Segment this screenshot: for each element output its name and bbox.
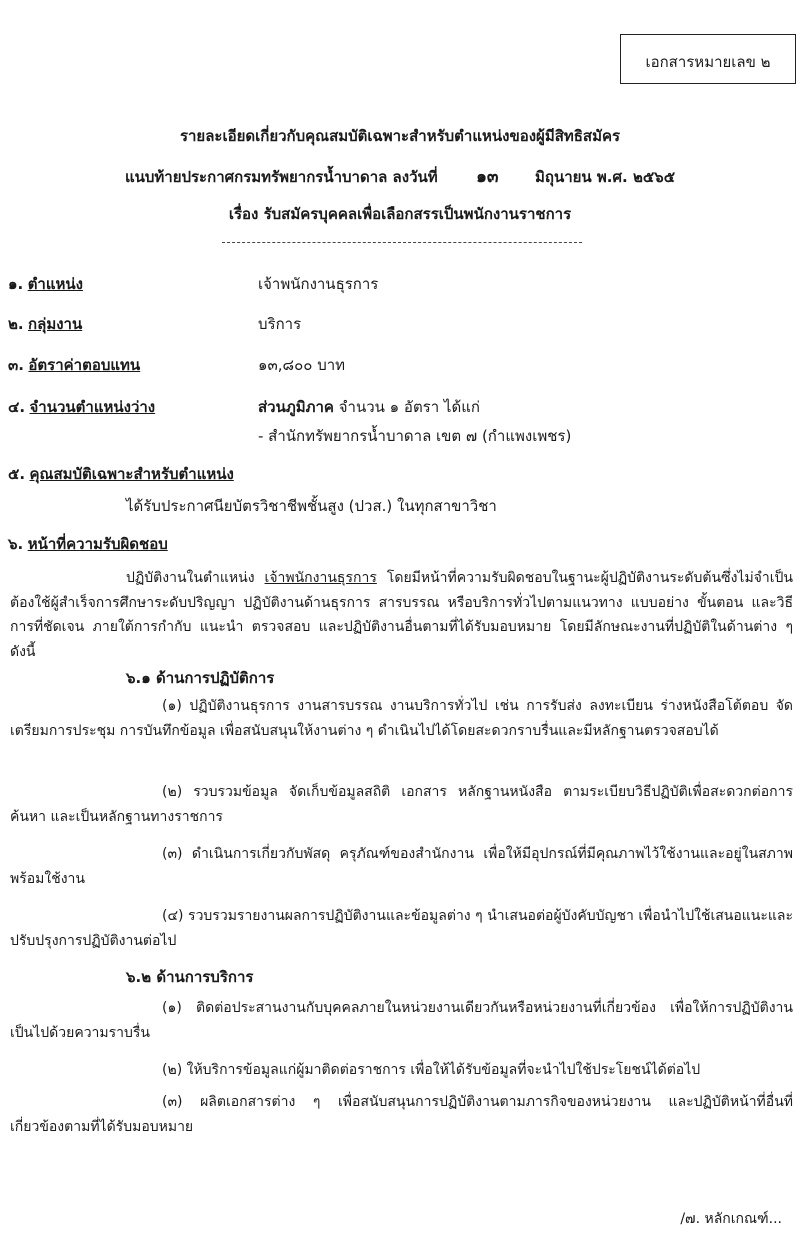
header-date-suffix: มิถุนายน พ.ศ. ๒๕๖๕ xyxy=(535,168,676,186)
item-5-number: ๕. xyxy=(8,465,26,483)
header-line-1: รายละเอียดเกี่ยวกับคุณสมบัติเฉพาะสำหรับตำแหน่งของผู้มีสิทธิสมัคร xyxy=(179,127,621,145)
item-2-label: กลุ่มงาน xyxy=(28,315,83,333)
duties-intro-a: ปฏิบัติงานในตำแหน่ง xyxy=(126,570,255,586)
duties-intro-b: โดยมีหน้าที่ความรับผิดชอบในฐานะผู้ปฏิบัติงานระดับต้นซึ่งไม่จำเป็นต้องใช้ผู้สำเร็จการศึกษาระดับปริญญา ปฏิบัติงานด้านธุรการ สารบรรณ หรือบริการทั่วไปตามแนวทาง แบบอย่าง ขั้นตอน และวิธีการที่ชัดเจน ภายใต้การกำกับ แนะนำ ตรวจสอบ และปฏิบัติงานอื่นตามที่ได้รับมอบหมาย โดยมีลักษณะงานที่ปฏิบัติในด้านต่าง ๆ ดังนี้ xyxy=(10,570,793,660)
item-4-detail: - สำนักทรัพยากรน้ำบาดาล เขต ๗ (กำแพงเพชร) xyxy=(258,427,572,445)
item-4-value xyxy=(258,395,480,419)
item-3 xyxy=(8,353,140,377)
section-6-1-item-3: (๓) ดำเนินการเกี่ยวกับพัสดุ ครุภัณฑ์ของสำนักงาน เพื่อให้มีอุปกรณ์ที่มีคุณภาพไว้ใช้งานและอยู่ในสภาพพร้อมใช้งาน xyxy=(10,846,793,887)
duties-intro xyxy=(10,566,793,664)
item-2 xyxy=(8,312,82,336)
item-3-value: ๑๓,๘๐๐ บาท xyxy=(258,356,346,374)
item-3-number: ๓. xyxy=(8,356,24,374)
item-1-value: เจ้าพนักงานธุรการ xyxy=(258,275,379,293)
header-line-2 xyxy=(0,163,800,190)
item-5 xyxy=(8,462,234,486)
item-2-number: ๒. xyxy=(8,315,24,333)
section-6-2-heading: ๖.๒ ด้านการบริการ xyxy=(126,968,254,986)
item-4-label: จำนวนตำแหน่งว่าง xyxy=(29,398,156,416)
item-5-label: คุณสมบัติเฉพาะสำหรับตำแหน่ง xyxy=(29,465,234,483)
header-date-day: ๑๓ xyxy=(476,167,499,187)
header-subject: เรื่อง รับสมัครบุคคลเพื่อเลือกสรรเป็นพนักงานราชการ xyxy=(228,205,572,223)
duties-intro-position: เจ้าพนักงานธุรการ xyxy=(264,570,377,586)
item-4-region: ส่วนภูมิภาค xyxy=(258,398,334,416)
item-6-label: หน้าที่ความรับผิดชอบ xyxy=(27,535,168,553)
item-2-value: บริการ xyxy=(258,315,302,333)
section-6-2-item-2: (๒) ให้บริการข้อมูลแก่ผู้มาติดต่อราชการ เพื่อให้ได้รับข้อมูลที่จะนำไปใช้ประโยชน์ได้ต่อไป xyxy=(162,1062,701,1078)
item-4-number: ๔. xyxy=(8,398,26,416)
item-1 xyxy=(8,272,83,296)
document-number-box xyxy=(620,34,796,84)
item-6-number: ๖. xyxy=(8,535,24,553)
item-3-label: อัตราค่าตอบแทน xyxy=(28,356,141,374)
page-footer-continuation: /๗. หลักเกณฑ์... xyxy=(680,1211,782,1227)
header-date-prefix: แนบท้ายประกาศกรมทรัพยากรน้ำบาดาล ลงวันที่ xyxy=(124,168,438,186)
item-1-label: ตำแหน่ง xyxy=(27,275,83,293)
section-6-2-item-1: (๑) ติดต่อประสานงานกับบุคคลภายในหน่วยงานเดียวกันหรือหน่วยงานที่เกี่ยวข้อง เพื่อให้การปฏิบัติงานเป็นไปด้วยความราบรื่น xyxy=(10,1000,793,1041)
item-6 xyxy=(8,532,168,556)
item-4-count: จำนวน ๑ อัตรา ได้แก่ xyxy=(338,398,480,416)
item-4 xyxy=(8,395,155,419)
document-number: เอกสารหมายเลข ๒ xyxy=(645,53,771,71)
section-6-1-item-4: (๔) รวบรวมรายงานผลการปฏิบัติงานและข้อมูลต่าง ๆ นำเสนอต่อผู้บังคับบัญชา เพื่อนำไปใช้เสนอแนะและปรับปรุงการปฏิบัติงานต่อไป xyxy=(10,908,793,949)
section-6-1-item-2: (๒) รวบรวมข้อมูล จัดเก็บข้อมูลสถิติ เอกสาร หลักฐานหนังสือ ตามระเบียบวิธีปฏิบัติเพื่อสะดวกต่อการค้นหา และเป็นหลักฐานทางราชการ xyxy=(10,784,793,825)
section-6-1-heading: ๖.๑ ด้านการปฏิบัติการ xyxy=(126,669,275,687)
item-5-value: ได้รับประกาศนียบัตรวิชาชีพชั้นสูง (ปวส.) ในทุกสาขาวิชา xyxy=(126,497,497,515)
section-6-1-item-1: (๑) ปฏิบัติงานธุรการ งานสารบรรณ งานบริการทั่วไป เช่น การรับส่ง ลงทะเบียน ร่างหนังสือโต้ตอบ จัดเตรียมการประชุม การบันทึกข้อมูล เพื่อสนับสนุนให้งานต่าง ๆ ดำเนินไปได้โดยสะดวกราบรื่นและมีหลักฐานตรวจสอบได้ xyxy=(10,698,793,739)
section-6-2-item-3: (๓) ผลิตเอกสารต่าง ๆ เพื่อสนับสนุนการปฏิบัติงานตามภารกิจของหน่วยงาน และปฏิบัติหน้าที่อื่นที่เกี่ยวข้องตามที่ได้รับมอบหมาย xyxy=(10,1094,793,1135)
item-1-number: ๑. xyxy=(8,275,24,293)
header-divider xyxy=(222,242,582,243)
